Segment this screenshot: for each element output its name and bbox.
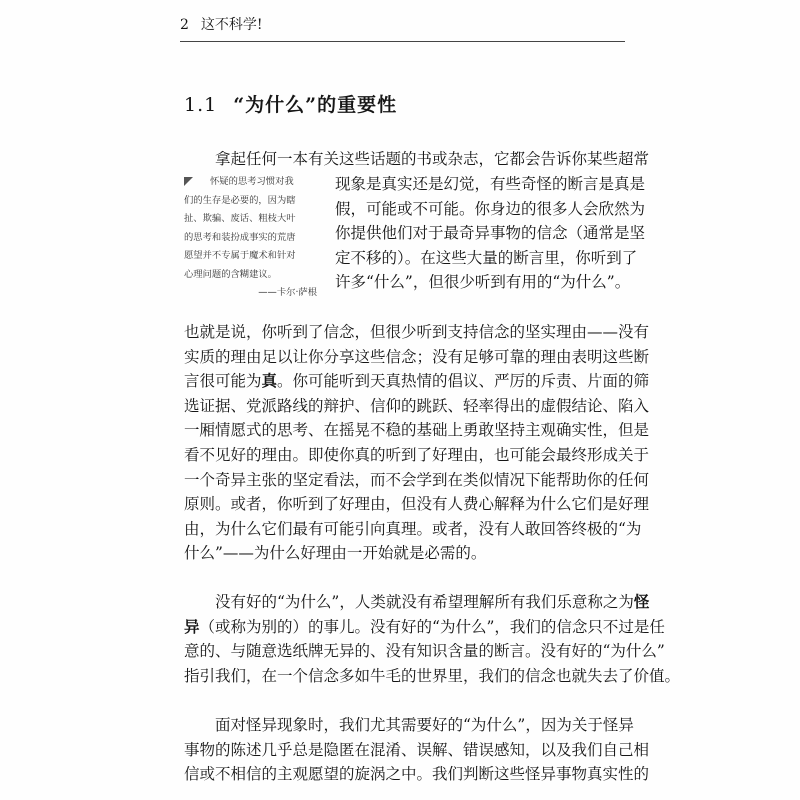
paragraph-3 [184, 713, 650, 787]
running-header [180, 14, 625, 42]
body-line: 事物的陈述几乎总是隐匿在混淆、误解、错误感知，以及我们自己相 [184, 740, 650, 759]
body-line: 一厢情愿式的思考、在摇晃不稳的基础上勇敢坚持主观确实性，但是 [184, 421, 650, 440]
body-line: 假，可能或不可能。你身边的很多人会欣然为 [335, 199, 646, 218]
quote-line: 心理问题的含糊建议。 [184, 268, 277, 280]
body-line: 定不移的）。在这些大量的断言里，你听到了 [335, 248, 638, 267]
body-line: 选证据、党派路线的辩护、信仰的跳跃、轻率得出的虚假结论、陷入 [184, 396, 650, 415]
body-line: 什么”——为什么好理由一开始就是必需的。 [184, 544, 487, 563]
book-title: 这不科学! [200, 17, 263, 33]
quote-line: 扯、欺骗、废话、粗枝大叶 [184, 213, 296, 224]
body-line: 信或不相信的主观愿望的旋涡之中。我们判断这些怪异事物真实性的 [184, 765, 650, 784]
body-text: 没有好的“为什么”，人类就没有希望理解所有我们乐意称之为 [215, 593, 634, 611]
quote-line: 们的生存是必要的，因为瞎 [184, 194, 296, 206]
body-line: 你提供他们对于最奇异事物的信念（通常是坚 [335, 224, 646, 243]
body-line: 由，为什么它们最有可能引向真理。或者，没有人敢回答终极的“为 [184, 519, 642, 538]
quote-line: 怀疑的思考习惯对我 [210, 176, 294, 187]
paragraph-2 [184, 590, 681, 688]
emphasis-text: 异 [184, 616, 200, 636]
body-line [184, 369, 650, 394]
section-title: “为什么”的重要性 [233, 94, 398, 116]
body-line: 原则。或者，你听到了好理由，但没有人费心解释为什么它们是好理 [184, 495, 650, 514]
body-line: 看不见好的理由。即使你真的听到了好理由，也可能会最终形成关于 [184, 445, 650, 464]
body-line: 意的、与随意选纸牌无异的、没有知识含量的断言。没有好的“为什么” [184, 642, 665, 661]
body-line: 实质的理由足以让你分享这些信念；没有足够可靠的理由表明这些断 [184, 347, 650, 366]
body-line [184, 590, 650, 615]
page-number: 2 [180, 17, 189, 33]
quote-attribution: ——卡尔·萨根 [258, 287, 317, 298]
emphasis-text: 怪 [633, 592, 650, 611]
quote-marker-icon [184, 177, 193, 186]
body-line: 许多“什么”，但很少听到有用的“为什么”。 [335, 273, 631, 292]
body-line: 指引我们，在一个信念多如牛毛的世界里，我们的信念也就失去了价值。 [184, 666, 681, 685]
sidebar-quote [184, 173, 317, 303]
emphasis-text: 真 [261, 371, 278, 391]
paragraph-1-first-line [215, 147, 650, 172]
body-text: 。你可能听到天真热情的倡议、严厉的斥责、片面的筛 [277, 372, 650, 391]
quote-line: 的思考和装扮成事实的荒唐 [184, 231, 296, 243]
body-line: 一个奇异主张的坚定看法，而不会学到在类似情况下能帮助你的任何 [184, 470, 650, 489]
section-number: 1.1 [184, 94, 218, 116]
paragraph-1-narrow [335, 172, 646, 295]
paragraph-1-wide [184, 320, 650, 566]
body-line: 拿起任何一本有关这些话题的书或杂志，它都会告诉你某些超常 [215, 150, 650, 168]
body-line [184, 615, 665, 640]
body-text: 言很可能为 [184, 372, 262, 391]
quote-line: 愿望并不专属于魔术和针对 [184, 250, 296, 261]
body-line: 也就是说，你听到了信念，但很少听到支持信念的坚实理由——没有 [184, 323, 650, 341]
body-line: 现象是真实还是幻觉，有些奇怪的断言是真是 [335, 175, 646, 193]
section-heading [184, 90, 397, 117]
body-text: （或称为别的）的事儿。没有好的“为什么”，我们的信念只不过是任 [199, 617, 665, 636]
body-line: 面对怪异现象时，我们尤其需要好的“为什么”，因为关于怪异 [215, 716, 634, 734]
